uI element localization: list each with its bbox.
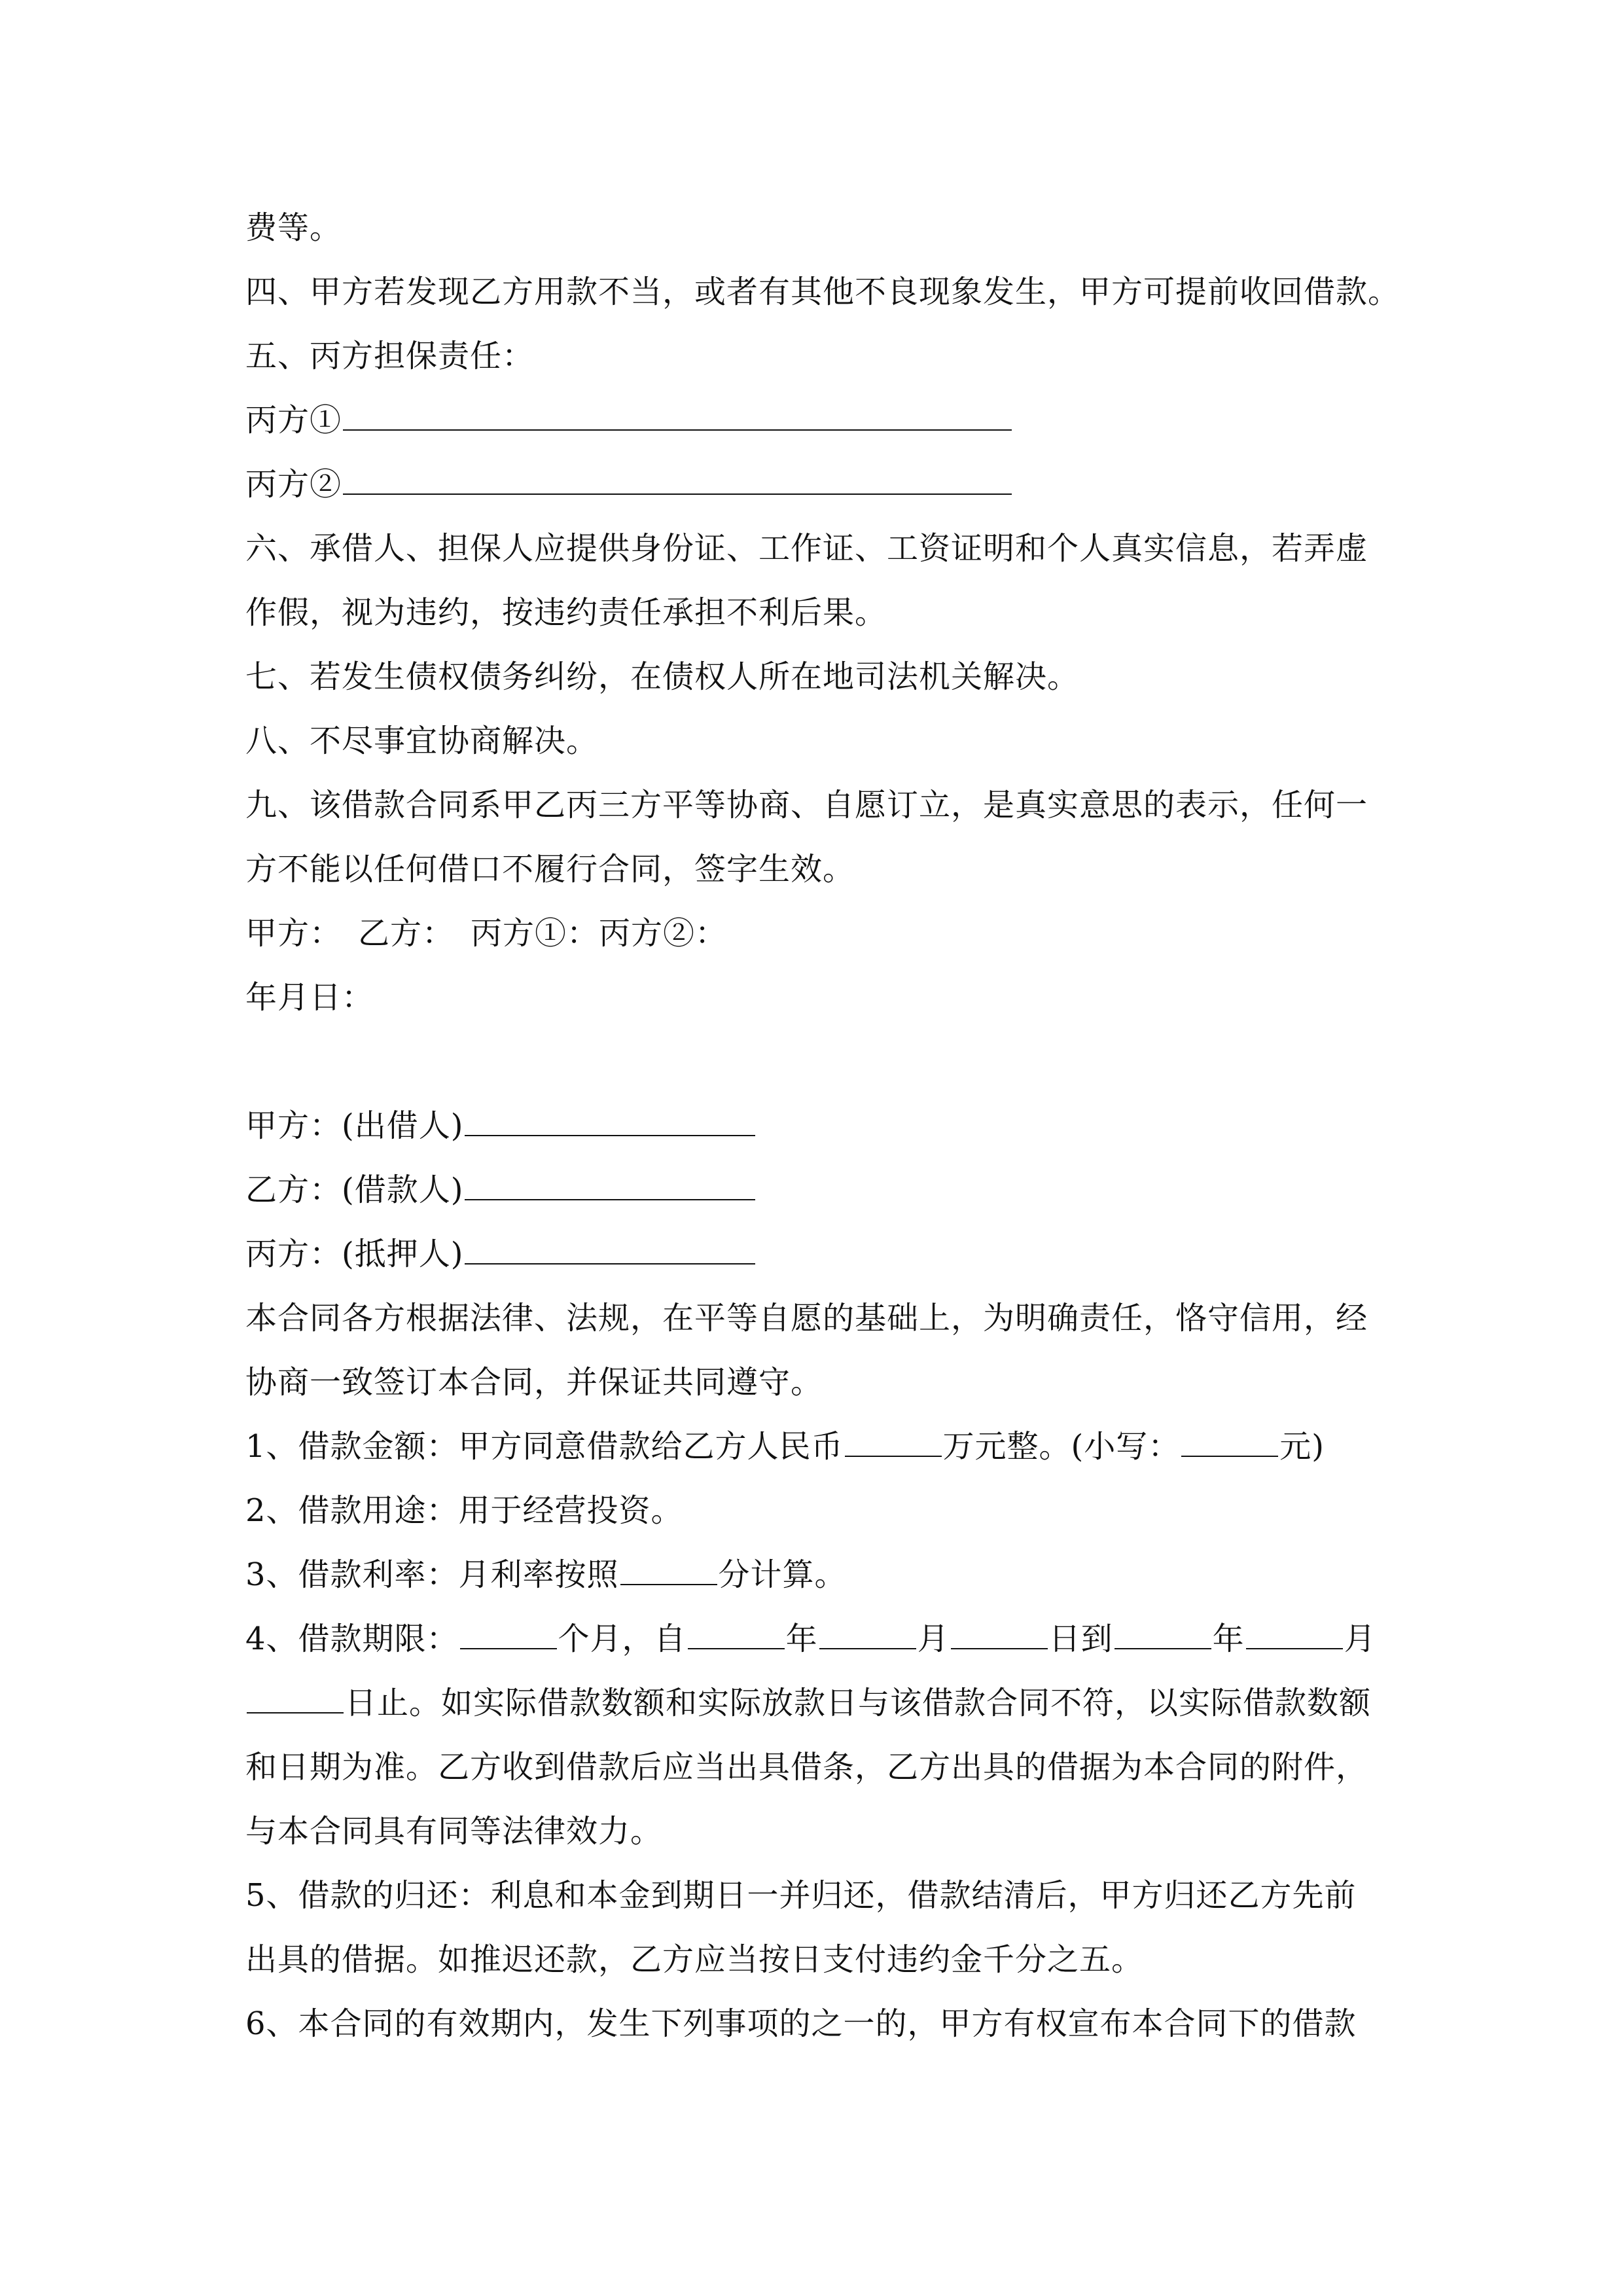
guarantor-1-blank[interactable] (343, 401, 1012, 431)
borrower-blank[interactable] (465, 1170, 755, 1200)
text-segment: 4、借款期限： (245, 1621, 459, 1657)
rate-blank[interactable] (620, 1555, 717, 1585)
date-line: 年月日： (245, 979, 374, 1016)
text-segment: 月 (917, 1621, 950, 1657)
text-line: 九、该借款合同系甲乙丙三方平等协商、自愿订立，是真实意思的表示，任何一 (245, 787, 1368, 823)
end-day-blank[interactable] (247, 1683, 344, 1713)
guarantor-2-line (245, 465, 1013, 504)
text-segment: 日到 (1048, 1621, 1113, 1657)
text-line: 四、甲方若发现乙方用款不当，或者有其他不良现象发生，甲方可提前收回借款。 (245, 274, 1400, 310)
mortgagor-line (245, 1234, 757, 1274)
end-year-blank[interactable] (1115, 1619, 1211, 1649)
text-segment: 万元整。(小写： (942, 1428, 1181, 1465)
text-line: 八、不尽事宜协商解决。 (245, 723, 599, 759)
text-segment: 个月，自 (558, 1621, 687, 1657)
interest-rate-line (245, 1555, 847, 1594)
text-line: 方不能以任何借口不履行合同，签字生效。 (245, 851, 855, 888)
lender-blank[interactable] (465, 1106, 755, 1136)
text-line: 作假，视为违约，按违约责任承担不利后果。 (245, 594, 887, 631)
end-month-blank[interactable] (1246, 1619, 1343, 1649)
guarantor-2-blank[interactable] (343, 465, 1012, 495)
text-segment: 年 (1212, 1621, 1245, 1657)
months-blank[interactable] (460, 1619, 557, 1649)
text-line: 与本合同具有同等法律效力。 (245, 1813, 663, 1850)
text-line: 和日期为准。乙方收到借款后应当出具借条，乙方出具的借据为本合同的附件， (245, 1749, 1368, 1785)
lender-line (245, 1106, 757, 1145)
borrower-label: 乙方：(借款人) (245, 1172, 464, 1208)
guarantor-2-label: 丙方② (245, 466, 342, 503)
borrower-line (245, 1170, 757, 1210)
text-line: 五、丙方担保责任： (245, 338, 535, 374)
text-segment: 分计算。 (718, 1556, 847, 1593)
text-line: 出具的借据。如推迟还款，乙方应当按日支付违约金千分之五。 (245, 1941, 1144, 1978)
start-day-blank[interactable] (951, 1619, 1048, 1649)
text-line: 6、本合同的有效期内，发生下列事项的之一的，甲方有权宣布本合同下的借款 (245, 2005, 1357, 2042)
text-segment: 1、借款金额：甲方同意借款给乙方人民币 (245, 1428, 844, 1465)
text-segment: 元) (1279, 1428, 1325, 1465)
loan-term-line (245, 1619, 1376, 1659)
text-segment: 月 (1344, 1621, 1376, 1657)
mortgagor-label: 丙方：(抵押人) (245, 1236, 464, 1272)
text-line: 费等。 (245, 209, 342, 246)
text-segment: 日止。如实际借款数额和实际放款日与该借款合同不符，以实际借款数额 (345, 1685, 1372, 1721)
text-line: 5、借款的归还：利息和本金到期日一并归还，借款结清后，甲方归还乙方先前 (245, 1877, 1357, 1914)
loan-term-cont-line (245, 1683, 1371, 1723)
guarantor-1-line (245, 401, 1013, 440)
signature-line: 甲方： 乙方： 丙方①：丙方②： (245, 915, 728, 952)
text-line: 六、承借人、担保人应提供身份证、工作证、工资证明和个人真实信息，若弄虚 (245, 530, 1368, 567)
text-segment: 3、借款利率：月利率按照 (245, 1556, 619, 1593)
amount-blank[interactable] (845, 1427, 942, 1457)
text-line: 七、若发生债权债务纠纷，在债权人所在地司法机关解决。 (245, 658, 1080, 695)
start-year-blank[interactable] (688, 1619, 785, 1649)
mortgagor-blank[interactable] (465, 1234, 755, 1265)
text-line: 协商一致签订本合同，并保证共同遵守。 (245, 1364, 823, 1401)
text-line: 本合同各方根据法律、法规，在平等自愿的基础上，为明确责任，恪守信用，经 (245, 1300, 1368, 1336)
guarantor-1-label: 丙方① (245, 402, 342, 439)
lender-label: 甲方：(出借人) (245, 1107, 464, 1144)
text-segment: 年 (785, 1621, 818, 1657)
amount-small-blank[interactable] (1181, 1427, 1278, 1457)
start-month-blank[interactable] (819, 1619, 916, 1649)
loan-amount-line (245, 1427, 1325, 1466)
text-line: 2、借款用途：用于经营投资。 (245, 1492, 683, 1529)
